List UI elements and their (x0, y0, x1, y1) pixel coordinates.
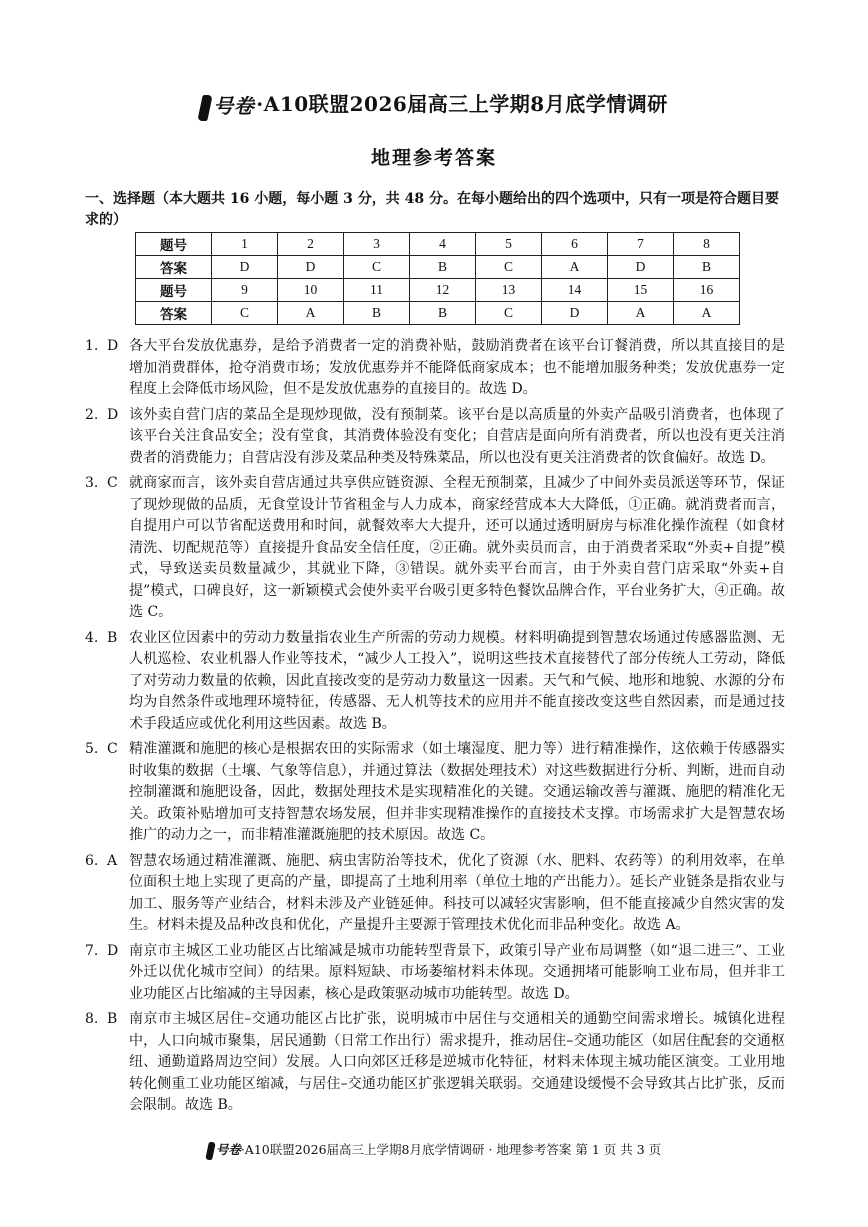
item-number: 2. (85, 406, 99, 423)
table-cell: C (212, 302, 278, 325)
explanation-list (85, 336, 785, 1121)
item-number: 8. (85, 1011, 99, 1027)
item-text: 各大平台发放优惠券，是给予消费者一定的消费补贴，鼓励消费者在该平台订餐消费，所以其直接目的是增加消费群体，抢夺消费市场；发放优惠券并不能降低商家成本；也不能增加服务种类；发放优惠券一定程度上会降低市场风险，但不是发放优惠券的直接目的。故选 D。 (129, 338, 785, 397)
list-item (85, 1009, 785, 1117)
table-cell: C (344, 256, 410, 279)
item-number: 3. (85, 475, 99, 491)
table-cell: 7 (608, 233, 674, 256)
table-row (136, 279, 740, 302)
table-cell: B (674, 256, 740, 279)
table-cell: 12 (410, 279, 476, 302)
item-text: 农业区位因素中的劳动力数量指农业生产所需的劳动力规模。材料明确提到智慧农场通过传感器监测、无人机巡检、农业机器人作业等技术，“减少人工投入”，说明这些技术直接替代了部分传统人工劳动，降低了对劳动力数量的依赖，因此直接改变的是劳动力数量这一因素。天气和气候、地形和地貌、水源的分布均为自然条件或地理环境特征，传感器、无人机等技术的应用并不能直接改变这些自然因素，而是通过技术手段适应或优化利用这些因素。故选 B。 (129, 629, 785, 732)
item-number: 6. (85, 852, 99, 869)
item-answer: D (107, 338, 119, 354)
table-cell: D (212, 256, 278, 279)
table-cell: C (476, 256, 542, 279)
table-cell: 4 (410, 233, 476, 256)
item-text: 智慧农场通过精准灌溉、施肥、病虫害防治等技术，优化了资源（水、肥料、农药等）的利用效率，在单位面积土地上实现了更高的产量，即提高了土地利用率（单位土地的产出能力）。延长产业链条是指农业与加工、服务等产业结合，材料未涉及产业链延伸。科技可以减轻灾害影响，但不能直接减少自然灾害的发生。材料未提及品种改良和优化，产量提升主要源于管理技术优化而非品种变化。故选 A。 (129, 852, 785, 933)
page-footer (0, 1140, 868, 1160)
item-number: 4. (85, 629, 99, 646)
table-cell: 1 (212, 233, 278, 256)
brush-mark-icon (205, 1142, 216, 1160)
table-cell: 13 (476, 279, 542, 302)
brush-mark-icon (198, 95, 214, 121)
table-cell: B (410, 256, 476, 279)
answer-table (135, 232, 740, 325)
item-text: 南京市主城区工业功能区占比缩减是城市功能转型背景下，政策引导产业布局调整（如“退二进三”、工业外迁以优化城市空间）的结果。原料短缺、市场萎缩材料未体现。交通拥堵可能影响工业布局，但并非工业功能区占比缩减的主导因素，核心是政策驱动城市功能转型。故选 D。 (129, 942, 785, 1002)
item-answer: C (107, 741, 118, 757)
table-cell: A (278, 302, 344, 325)
list-item (85, 628, 785, 736)
table-cell: A (542, 256, 608, 279)
table-cell: D (278, 256, 344, 279)
item-answer: A (107, 852, 118, 869)
footer-logo: 号卷 (215, 1142, 241, 1157)
list-item (85, 336, 785, 401)
section-heading (85, 189, 785, 231)
table-cell: 2 (278, 233, 344, 256)
item-answer: D (107, 942, 119, 959)
table-row (136, 233, 740, 256)
page-subtitle: 地理参考答案 (370, 147, 497, 169)
table-row-label: 题号 (136, 279, 212, 302)
table-cell: 16 (674, 279, 740, 302)
table-cell: 8 (674, 233, 740, 256)
table-cell: D (542, 302, 608, 325)
item-number: 5. (85, 741, 99, 757)
table-row-label: 题号 (136, 233, 212, 256)
item-answer: B (107, 1011, 118, 1027)
item-number: 1. (85, 338, 99, 354)
section-heading-text: 一、选择题（本大题共 16 小题，每小题 3 分，共 48 分。在每小题给出的四个选项中，只有一项是符合题目要求的） (85, 191, 779, 228)
table-row-label: 答案 (136, 256, 212, 279)
brand-logo: 号卷 (200, 90, 254, 121)
table-row (136, 256, 740, 279)
list-item (85, 739, 785, 847)
item-number: 7. (85, 942, 99, 959)
list-item (85, 851, 785, 937)
table-row-label: 答案 (136, 302, 212, 325)
table-cell: B (344, 302, 410, 325)
item-text: 南京市主城区居住–交通功能区占比扩张，说明城市中居住与交通相关的通勤空间需求增长。城镇化进程中，人口向城市聚集，居民通勤（日常工作出行）需求提升，推动居住–交通功能区（如居住配套的交通枢纽、通勤道路周边空间）发展。人口向郊区迁移是逆城市化特征，材料未体现主城功能区演变。工业用地转化侧重工业功能区缩减，与居住–交通功能区扩张逻辑关联弱。交通建设缓慢不会导致其占比扩张，反而会限制。故选 B。 (129, 1011, 785, 1113)
table-cell: 3 (344, 233, 410, 256)
table-cell: 11 (344, 279, 410, 302)
table-row (136, 302, 740, 325)
item-answer: C (107, 475, 118, 491)
title-text: ·A10联盟2026届高三上学期8月底学情调研 (256, 92, 668, 116)
item-answer: B (107, 629, 118, 646)
list-item (85, 473, 785, 624)
list-item (85, 405, 785, 470)
table-cell: 5 (476, 233, 542, 256)
item-answer: D (107, 406, 119, 423)
table-cell: A (674, 302, 740, 325)
list-item (85, 941, 785, 1006)
item-text: 该外卖自营门店的菜品全是现炒现做，没有预制菜。该平台是以高质量的外卖产品吸引消费者，也体现了该平台关注食品安全；没有堂食，其消费体验没有变化；自营店是面向所有消费者，所以也没有更关注消费者的消费能力；自营店没有涉及菜品种类及特殊菜品，所以也没有更关注消费者的饮食偏好。故选 D。 (129, 406, 785, 466)
item-text: 精准灌溉和施肥的核心是根据农田的实际需求（如土壤湿度、肥力等）进行精准操作，这依赖于传感器实时收集的数据（土壤、气象等信息），并通过算法（数据处理技术）对这些数据进行分析、判断，进而自动控制灌溉和施肥设备，因此，数据处理技术是实现精准化的关键。交通运输改善与灌溉、施肥的精准化无关。政策补贴增加可支持智慧农场发展，但并非实现精准操作的直接技术支撑。市场需求扩大是智慧农场推广的动力之一，而非精准灌溉施肥的技术原因。故选 C。 (129, 741, 785, 843)
table-cell: 9 (212, 279, 278, 302)
table-cell: 15 (608, 279, 674, 302)
footer-text: ·A10联盟2026届高三上学期8月底学情调研 · 地理参考答案 第 1 页 共 3 页 (240, 1142, 662, 1157)
page-title (0, 88, 868, 121)
table-cell: B (410, 302, 476, 325)
table-cell: A (608, 302, 674, 325)
table-cell: 14 (542, 279, 608, 302)
table-cell: C (476, 302, 542, 325)
table-cell: 6 (542, 233, 608, 256)
table-cell: D (608, 256, 674, 279)
item-text: 就商家而言，该外卖自营店通过共享供应链资源、全程无预制菜，且减少了中间外卖员派送等环节，保证了现炒现做的品质，无食堂设计节省租金与人力成本，商家经营成本大大降低，①正确。就消费者而言，自提用户可以节省配送费用和时间，就餐效率大大提升，还可以通过透明厨房与标准化操作流程（如食材清洗、切配规范等）直接提升食品安全信任度，②正确。就外卖员而言，由于消费者采取“外卖+自提”模式，导致送卖员数量减少，其就业下降，③错误。就外卖平台而言，由于外卖自营门店采取“外卖+自提”模式，口碑良好，这一新颖模式会使外卖平台吸引更多特色餐饮品牌合作，平台业务扩大，④正确。故选 C。 (129, 475, 785, 620)
table-cell: 10 (278, 279, 344, 302)
